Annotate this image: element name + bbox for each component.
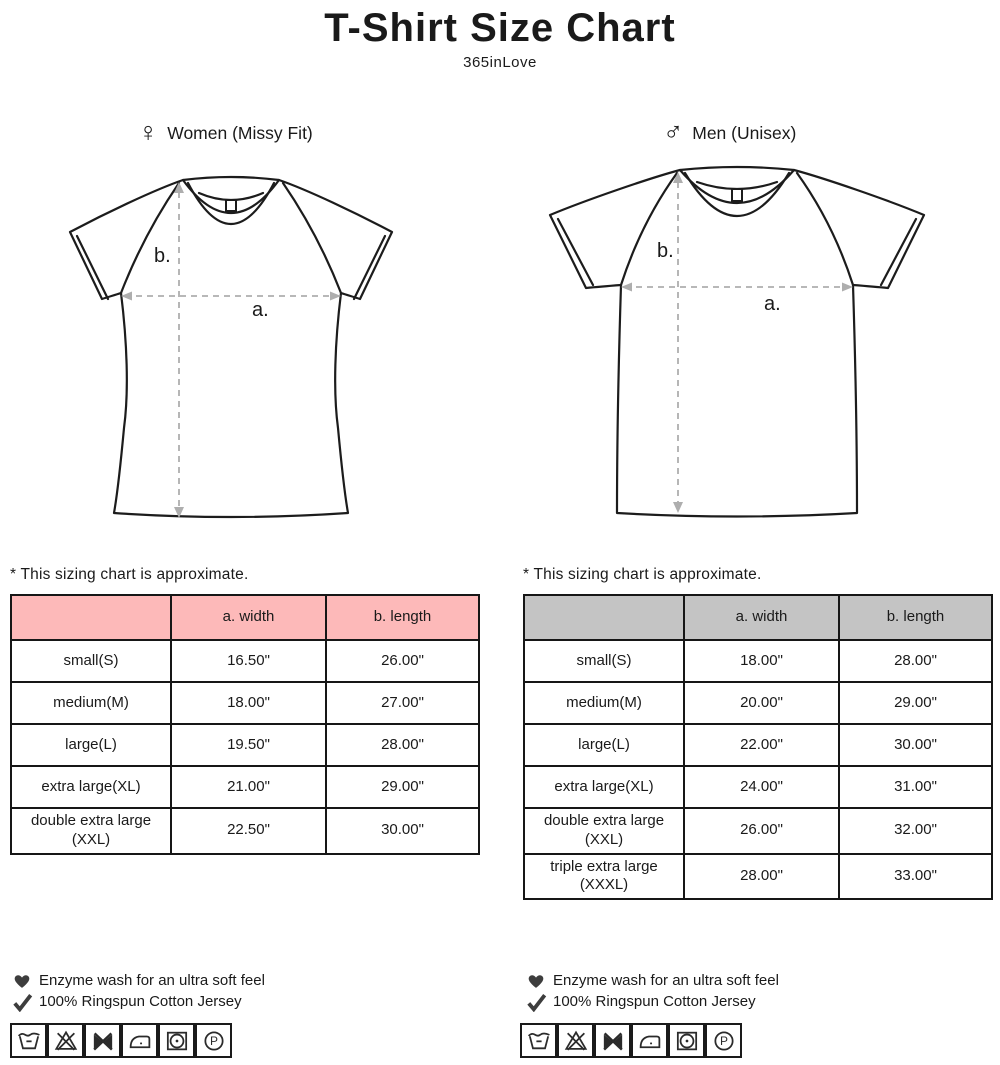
- women-length-label: b.: [154, 245, 171, 267]
- length-cell: 28.00": [839, 640, 992, 682]
- table-row: [11, 640, 479, 682]
- men-section-header: [663, 117, 797, 147]
- men-footer: [524, 970, 779, 1012]
- men-width-label: a.: [764, 293, 781, 315]
- length-cell: 31.00": [839, 766, 992, 808]
- women-size-table: [10, 594, 480, 855]
- length-cell: 28.00": [326, 724, 479, 766]
- table-row: [524, 682, 992, 724]
- men-length-label: b.: [657, 240, 674, 262]
- page-title: T-Shirt Size Chart: [324, 6, 676, 50]
- heart-icon: [524, 970, 548, 991]
- size-cell: small(S): [11, 640, 171, 682]
- do-not-bleach-icon: [47, 1023, 84, 1058]
- men-care-icons: [520, 1023, 742, 1058]
- table-row: [11, 808, 479, 854]
- iron-icon: [121, 1023, 158, 1058]
- dry-clean-p-icon: [705, 1023, 742, 1058]
- width-column-header: a. width: [684, 595, 839, 640]
- width-cell: 16.50": [171, 640, 326, 682]
- size-cell: large(L): [11, 724, 171, 766]
- size-cell: large(L): [524, 724, 684, 766]
- table-row: [524, 766, 992, 808]
- women-footer: [10, 970, 265, 1012]
- do-not-wring-icon: [594, 1023, 631, 1058]
- width-cell: 21.00": [171, 766, 326, 808]
- women-section-title: Women (Missy Fit): [167, 123, 313, 143]
- length-cell: 32.00": [839, 808, 992, 854]
- width-cell: 24.00": [684, 766, 839, 808]
- width-cell: 18.00": [171, 682, 326, 724]
- width-cell: 28.00": [684, 854, 839, 900]
- length-cell: 33.00": [839, 854, 992, 900]
- size-cell: medium(M): [524, 682, 684, 724]
- men-tshirt-diagram: [538, 158, 938, 543]
- women-tshirt-diagram: [58, 166, 406, 548]
- width-cell: 19.50": [171, 724, 326, 766]
- women-table-header-row: [11, 595, 479, 640]
- table-row: [11, 682, 479, 724]
- size-cell: extra large(XL): [11, 766, 171, 808]
- women-footer-line1: [10, 970, 265, 991]
- women-care-icons: [10, 1023, 232, 1058]
- women-note: * This sizing chart is approximate.: [10, 566, 249, 583]
- iron-icon: [631, 1023, 668, 1058]
- tumble-dry-icon: [668, 1023, 705, 1058]
- women-collar-tag: [226, 200, 236, 211]
- table-row: [524, 640, 992, 682]
- width-cell: 20.00": [684, 682, 839, 724]
- size-column-header: [524, 595, 684, 640]
- length-cell: 30.00": [326, 808, 479, 854]
- men-note: * This sizing chart is approximate.: [523, 566, 762, 583]
- size-cell: double extra large (XXL): [524, 808, 684, 854]
- table-row: [11, 766, 479, 808]
- width-cell: 22.00": [684, 724, 839, 766]
- women-section-header: [138, 117, 313, 147]
- table-row: [524, 724, 992, 766]
- length-cell: 29.00": [839, 682, 992, 724]
- checkmark-icon: [10, 991, 34, 1012]
- length-column-header: b. length: [326, 595, 479, 640]
- size-cell: medium(M): [11, 682, 171, 724]
- size-cell: extra large(XL): [524, 766, 684, 808]
- size-cell: triple extra large (XXXL): [524, 854, 684, 900]
- page-subtitle: 365inLove: [463, 54, 537, 71]
- women-shirt-outline: [70, 177, 392, 517]
- length-column-header: b. length: [839, 595, 992, 640]
- length-cell: 29.00": [326, 766, 479, 808]
- length-cell: 30.00": [839, 724, 992, 766]
- men-section-title: Men (Unisex): [692, 123, 797, 143]
- do-not-wring-icon: [84, 1023, 121, 1058]
- size-cell: double extra large (XXL): [11, 808, 171, 854]
- length-cell: 26.00": [326, 640, 479, 682]
- table-row: [524, 808, 992, 854]
- men-footer-text2: 100% Ringspun Cotton Jersey: [553, 993, 756, 1010]
- table-row: [524, 854, 992, 900]
- women-width-label: a.: [252, 299, 269, 321]
- wash-gentle-icon: [10, 1023, 47, 1058]
- checkmark-icon: [524, 991, 548, 1012]
- heart-icon: [10, 970, 34, 991]
- women-footer-text2: 100% Ringspun Cotton Jersey: [39, 993, 242, 1010]
- size-cell: small(S): [524, 640, 684, 682]
- women-footer-text1: Enzyme wash for an ultra soft feel: [39, 972, 265, 989]
- women-footer-line2: [10, 991, 265, 1012]
- size-column-header: [11, 595, 171, 640]
- dry-clean-p-icon: [195, 1023, 232, 1058]
- tumble-dry-icon: [158, 1023, 195, 1058]
- men-shirt-outline: [550, 167, 924, 517]
- width-cell: 22.50": [171, 808, 326, 854]
- svg-text:P: P: [719, 1034, 728, 1049]
- wash-gentle-icon: [520, 1023, 557, 1058]
- svg-text:P: P: [209, 1034, 218, 1049]
- width-cell: 26.00": [684, 808, 839, 854]
- men-table-header-row: [524, 595, 992, 640]
- width-column-header: a. width: [171, 595, 326, 640]
- men-footer-line2: [524, 991, 779, 1012]
- female-icon: ♀: [138, 117, 159, 147]
- width-cell: 18.00": [684, 640, 839, 682]
- men-collar-tag: [732, 189, 742, 201]
- men-footer-line1: [524, 970, 779, 991]
- male-icon: ♂: [663, 117, 684, 147]
- length-cell: 27.00": [326, 682, 479, 724]
- table-row: [11, 724, 479, 766]
- men-size-table: [523, 594, 993, 900]
- do-not-bleach-icon: [557, 1023, 594, 1058]
- men-footer-text1: Enzyme wash for an ultra soft feel: [553, 972, 779, 989]
